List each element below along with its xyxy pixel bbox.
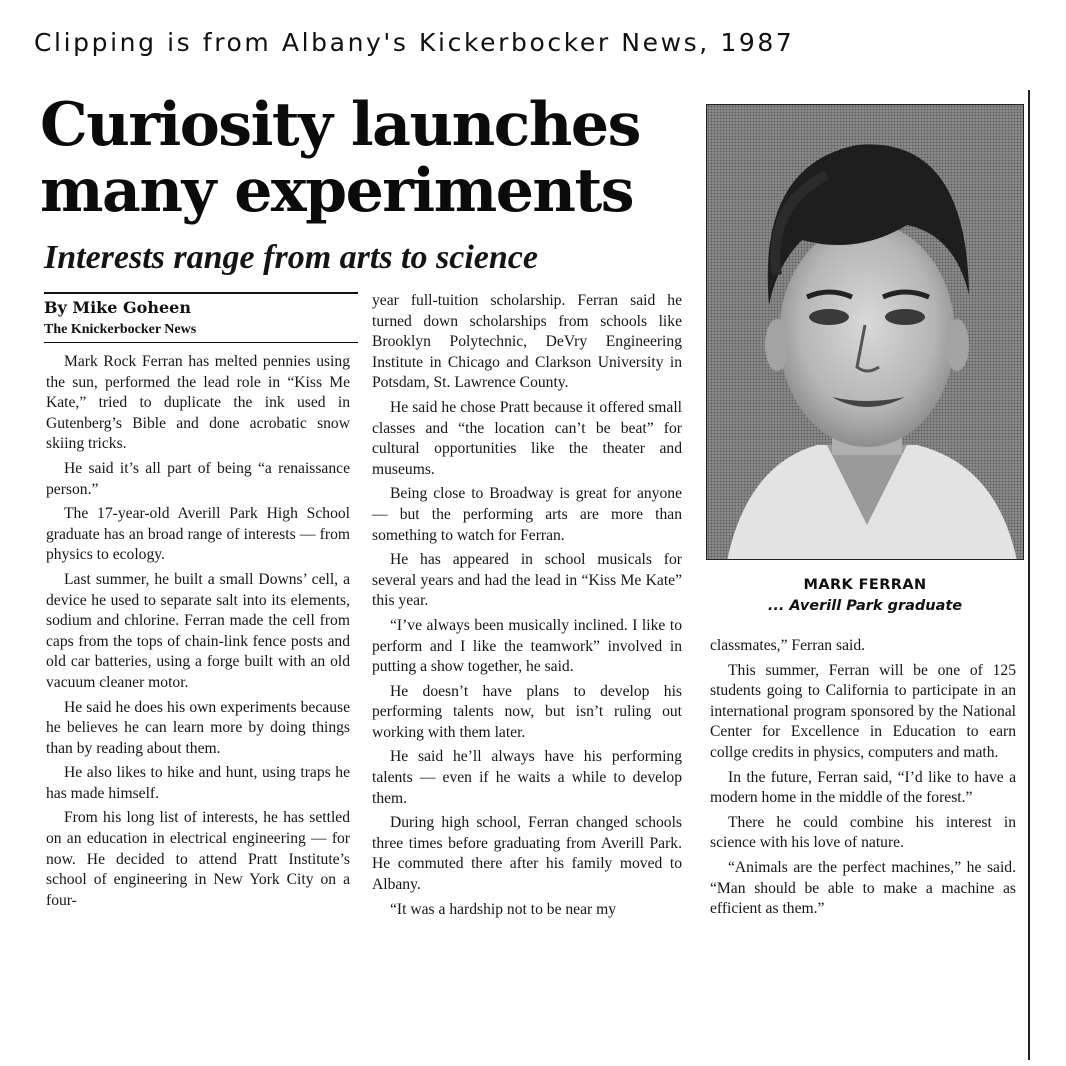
- paragraph: He also likes to hike and hunt, using traps he has made himself.: [46, 764, 350, 802]
- paragraph: “I’ve always been musically inclined. I like to perform and I like the teamwork” involved in putting a show together, he said.: [372, 616, 682, 676]
- headline: [40, 92, 690, 224]
- paragraph: Being close to Broadway is great for anyone — but the performing arts are more than something to watch for Ferran.: [372, 485, 682, 544]
- paragraph: During high school, Ferran changed schools three times before graduating from Averill Park. He commuted there after his family moved to Albany.: [372, 814, 682, 894]
- clipping-caption: Clipping is from Albany's Kickerbocker News, 1987: [34, 28, 795, 57]
- paragraph: He said he does his own experiments because he believes he can learn more by doing things than by reading about them.: [46, 698, 350, 757]
- article-column-1: [46, 352, 350, 915]
- paragraph: This summer, Ferran will be one of 125 students going to California to participate in an international program sponsored by the National Center for Excellence in Education to earn collge credits in physics, computers and math.: [710, 661, 1016, 761]
- deck-subheadline: Interests range from arts to science: [44, 239, 538, 276]
- paragraph: He has appeared in school musicals for several years and had the lead in “Kiss Me Kate” this year.: [372, 551, 682, 610]
- byline-top-rule: [44, 292, 358, 294]
- paragraph: classmates,” Ferran said.: [710, 637, 866, 654]
- paragraph: There he could combine his interest in science with his love of nature.: [710, 813, 1016, 852]
- byline: By Mike Goheen: [44, 298, 191, 317]
- paragraph: From his long list of interests, he has settled on an education in electrical engineering — for now. He decided to attend Pratt Institute’s school of engineering in New York City on a four-: [46, 809, 350, 909]
- article-column-3: [710, 636, 1016, 924]
- byline-source: The Knickerbocker News: [44, 322, 197, 337]
- paragraph: “It was a hardship not to be near my: [390, 900, 617, 918]
- article-column-2: [372, 291, 682, 924]
- paragraph: Mark Rock Ferran has melted pennies using the sun, performed the lead role in “Kiss Me Kate,” tried to duplicate the ink used in Gutenberg’s Bible and done acrobatic snow skiing tricks.: [46, 353, 350, 453]
- paragraph: “Animals are the perfect machines,” he said. “Man should be able to make a machine as efficient as them.”: [710, 858, 1016, 918]
- photo-caption-description: ... Averill Park graduate: [767, 598, 963, 614]
- paragraph: He said he chose Pratt because it offered small classes and “the location can’t be beat” for cultural opportunities like the theater and museums.: [372, 398, 682, 478]
- headline-line-2: many experiments: [40, 156, 633, 226]
- paragraph: year full-tuition scholarship. Ferran said he turned down scholarships from schools like Brooklyn Polytechnic, DeVry Engineering Institute in Chicago and Clarkson University in Potsdam, St. Lawrence County.: [372, 292, 682, 392]
- byline-bottom-rule: [44, 342, 358, 343]
- headline-line-1: Curiosity launches: [40, 90, 640, 160]
- paragraph: In the future, Ferran said, “I’d like to have a modern home in the middle of the forest.”: [710, 768, 1016, 807]
- paragraph: The 17-year-old Averill Park High School graduate has an broad range of interests — from physics to ecology.: [46, 505, 350, 564]
- portrait-photo: [706, 104, 1024, 560]
- clipping-edge: [1028, 90, 1030, 1060]
- paragraph: Last summer, he built a small Downs’ cell, a device he used to separate salt into its elements, sodium and chlorine. Ferran made the cell from caps from the tops of chain-link fence posts and old car batteries, using a forge built with an old vacuum cleaner motor.: [46, 570, 350, 691]
- paragraph: He said he’ll always have his performing talents — even if he waits a while to develop them.: [372, 748, 682, 807]
- photo-caption-name: MARK FERRAN: [803, 577, 927, 593]
- paragraph: He said it’s all part of being “a renaissance person.”: [46, 459, 350, 498]
- paragraph: He doesn’t have plans to develop his performing talents now, but isn’t ruling out working with them later.: [372, 682, 682, 741]
